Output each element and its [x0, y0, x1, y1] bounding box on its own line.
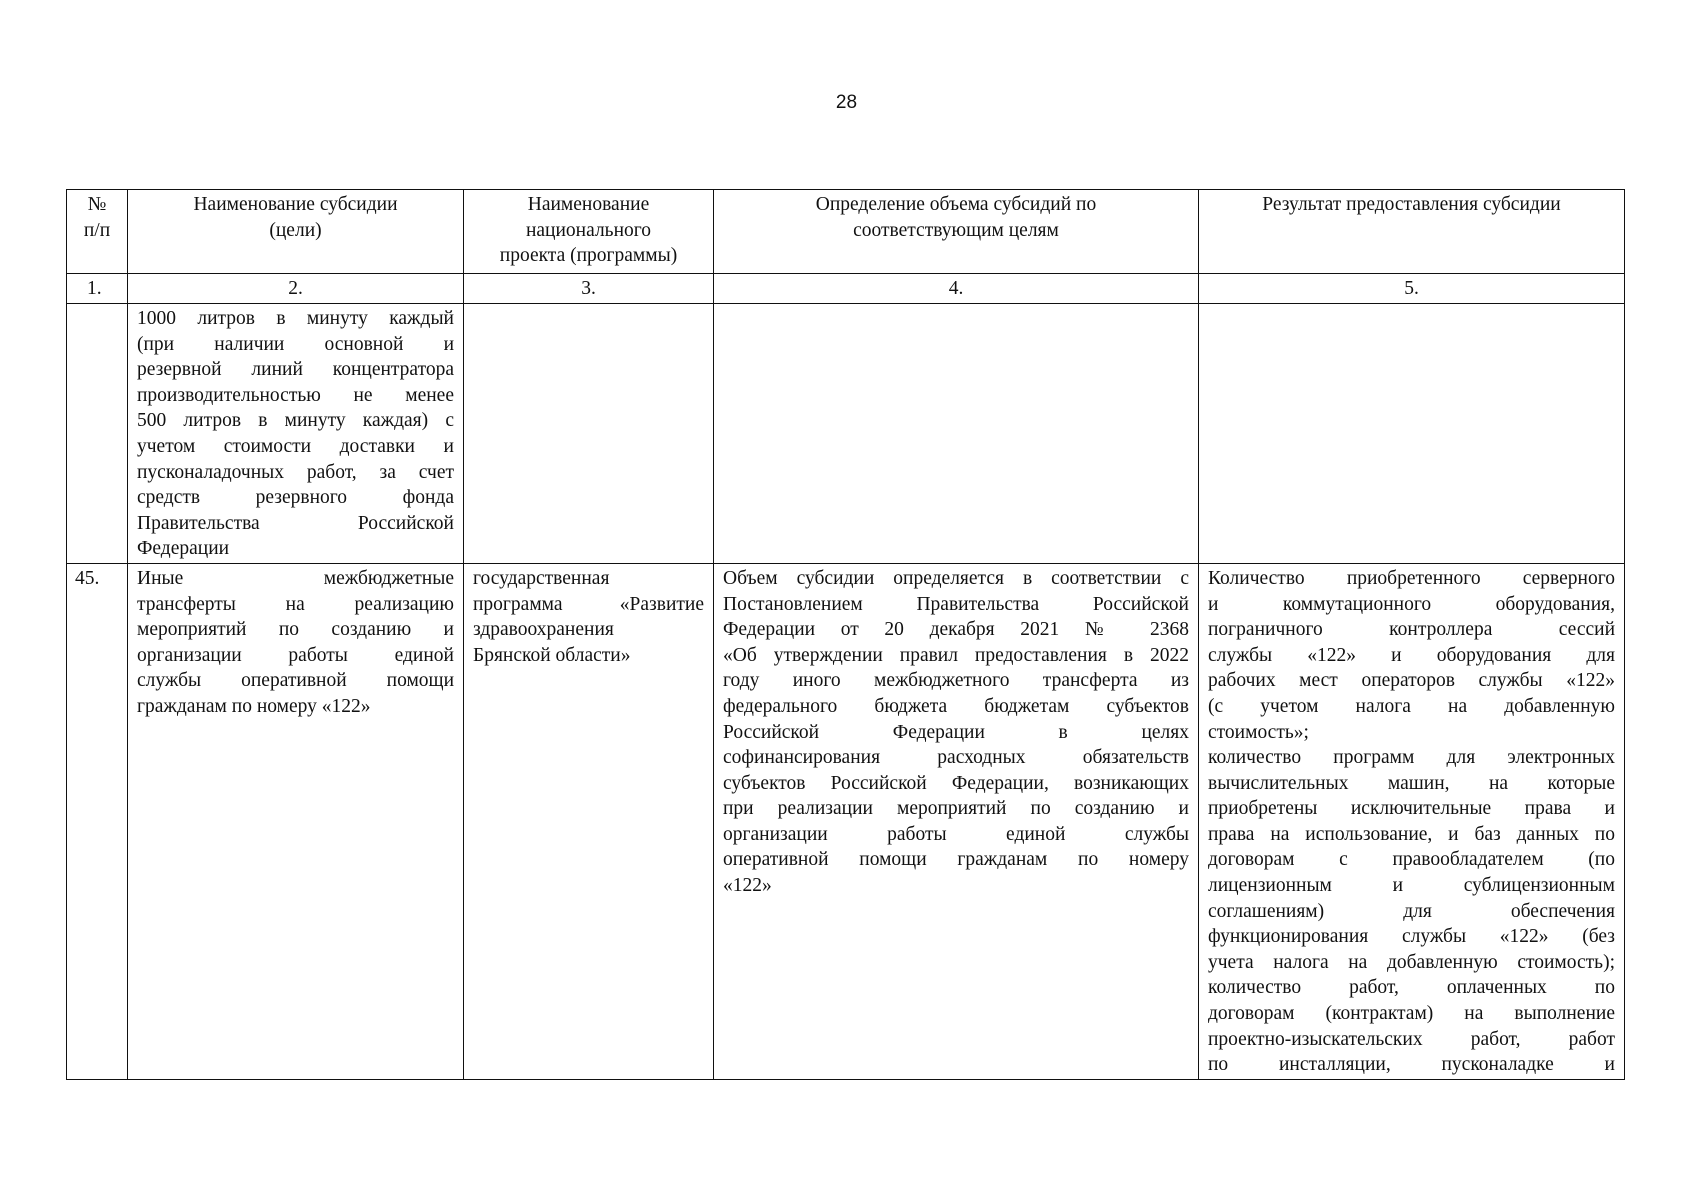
- cell-line: Федерации от 20 декабря 2021 № 2368: [723, 619, 1189, 641]
- cell-line: Российской Федерации в целях: [723, 721, 1189, 743]
- cell-line: здравоохранения: [473, 619, 614, 641]
- header-line: (цели): [269, 219, 322, 241]
- cell-line: по инсталляции, пусконаладке и: [1208, 1054, 1615, 1076]
- column-number: 1.: [67, 274, 128, 304]
- cell-line: организации работы единой: [137, 644, 454, 666]
- cell-line: «Об утверждении правил предоставления в 2022: [723, 644, 1189, 666]
- header-line: национального: [525, 219, 652, 241]
- cell-line: соглашениям) для обеспечения: [1208, 900, 1615, 922]
- cell-line: Правительства Российской: [137, 512, 454, 534]
- cell-line: количество работ, оплаченных по: [1208, 977, 1615, 999]
- cell-line: службы «122» и оборудования для: [1208, 644, 1615, 666]
- cell-line: средств резервного фонда: [137, 487, 454, 509]
- table-header-row: [67, 190, 1625, 274]
- column-number: 4.: [714, 274, 1199, 304]
- column-number: 3.: [464, 274, 714, 304]
- cell-subsidy-name: [128, 304, 464, 564]
- cell-line: и коммутационного оборудования,: [1208, 593, 1615, 615]
- header-line: Наименование субсидии: [193, 194, 398, 215]
- cell-line: производительностью не менее: [137, 384, 454, 406]
- cell-line: договорам (контрактам) на выполнение: [1208, 1003, 1615, 1025]
- header-line: №: [87, 194, 107, 215]
- cell-line: проектно-изыскательских работ, работ: [1208, 1028, 1615, 1050]
- column-number-row: [67, 274, 1625, 304]
- header-line: проекта (программы): [499, 245, 678, 267]
- cell-line: трансферты на реализацию: [137, 593, 454, 615]
- cell-line: (при наличии основной и: [137, 333, 454, 355]
- cell-line: Количество приобретенного серверного: [1208, 567, 1615, 589]
- subsidy-table: [66, 189, 1625, 1080]
- header-line: Наименование: [527, 194, 650, 215]
- cell-line: 500 литров в минуту каждая) с: [137, 410, 454, 432]
- table-row: [67, 563, 1625, 1079]
- header-line: Определение объема субсидий по: [815, 194, 1097, 215]
- cell-line: организации работы единой службы: [723, 823, 1189, 845]
- column-number: 5.: [1199, 274, 1625, 304]
- cell-line: службы оперативной помощи: [137, 670, 454, 692]
- cell-line: стоимость»;: [1208, 721, 1309, 743]
- header-line: соответствующим целям: [853, 219, 1059, 241]
- cell-line: «122»: [723, 875, 772, 897]
- cell-line: мероприятий по созданию и: [137, 619, 454, 641]
- cell-line: Объем субсидии определяется в соответствии с: [723, 567, 1189, 589]
- cell-national-project: [464, 304, 714, 564]
- page-number: 28: [835, 92, 858, 113]
- header-line: Результат предоставления субсидии: [1262, 194, 1561, 215]
- table-row: [67, 304, 1625, 564]
- cell-volume-definition: [714, 304, 1199, 564]
- header-national-project: [464, 190, 714, 274]
- cell-line: 1000 литров в минуту каждый: [137, 308, 454, 329]
- cell-subsidy-name: [128, 563, 464, 1079]
- cell-line: лицензионным и сублицензионным: [1208, 875, 1615, 897]
- cell-line: рабочих мест операторов службы «122»: [1208, 670, 1615, 692]
- column-number: 2.: [128, 274, 464, 304]
- header-line: п/п: [83, 219, 111, 241]
- cell-line: федерального бюджета бюджетам субъектов: [723, 695, 1189, 717]
- header-volume-definition: [714, 190, 1199, 274]
- cell-line: резервной линий концентратора: [137, 359, 454, 381]
- cell-line: учетом стоимости доставки и: [137, 435, 454, 457]
- cell-line: (с учетом налога на добавленную: [1208, 695, 1615, 717]
- row-number: [67, 304, 128, 564]
- cell-volume-definition: [714, 563, 1199, 1079]
- cell-result: [1199, 563, 1625, 1079]
- cell-line: Федерации: [137, 538, 230, 560]
- cell-line: права на использование, и баз данных по: [1208, 823, 1615, 845]
- cell-line: Брянской области»: [473, 644, 631, 666]
- cell-line: гражданам по номеру «122»: [137, 695, 371, 717]
- cell-line: Постановлением Правительства Российской: [723, 593, 1189, 615]
- cell-line: пусконаладочных работ, за счет: [137, 461, 454, 483]
- cell-line: договорам с правообладателем (по: [1208, 849, 1615, 871]
- cell-line: субъектов Российской Федерации, возникающих: [723, 772, 1189, 794]
- cell-result: [1199, 304, 1625, 564]
- cell-line: пограничного контроллера сессий: [1208, 619, 1615, 641]
- cell-national-project: [464, 563, 714, 1079]
- cell-line: учета налога на добавленную стоимость);: [1208, 951, 1615, 973]
- cell-line: Иные межбюджетные: [137, 567, 454, 589]
- cell-line: функционирования службы «122» (без: [1208, 926, 1615, 948]
- header-subsidy-name: [128, 190, 464, 274]
- cell-line: приобретены исключительные права и: [1208, 798, 1615, 820]
- header-result: [1199, 190, 1625, 274]
- cell-line: количество программ для электронных: [1208, 747, 1615, 769]
- cell-line: вычислительных машин, на которые: [1208, 772, 1615, 794]
- row-number: 45.: [67, 563, 128, 1079]
- cell-line: при реализации мероприятий по созданию и: [723, 798, 1189, 820]
- header-number: [67, 190, 128, 274]
- cell-line: государственная: [473, 567, 610, 589]
- cell-line: оперативной помощи гражданам по номеру: [723, 849, 1189, 871]
- cell-line: программа «Развитие: [473, 593, 704, 615]
- cell-line: году иного межбюджетного трансферта из: [723, 670, 1189, 692]
- cell-line: софинансирования расходных обязательств: [723, 747, 1189, 769]
